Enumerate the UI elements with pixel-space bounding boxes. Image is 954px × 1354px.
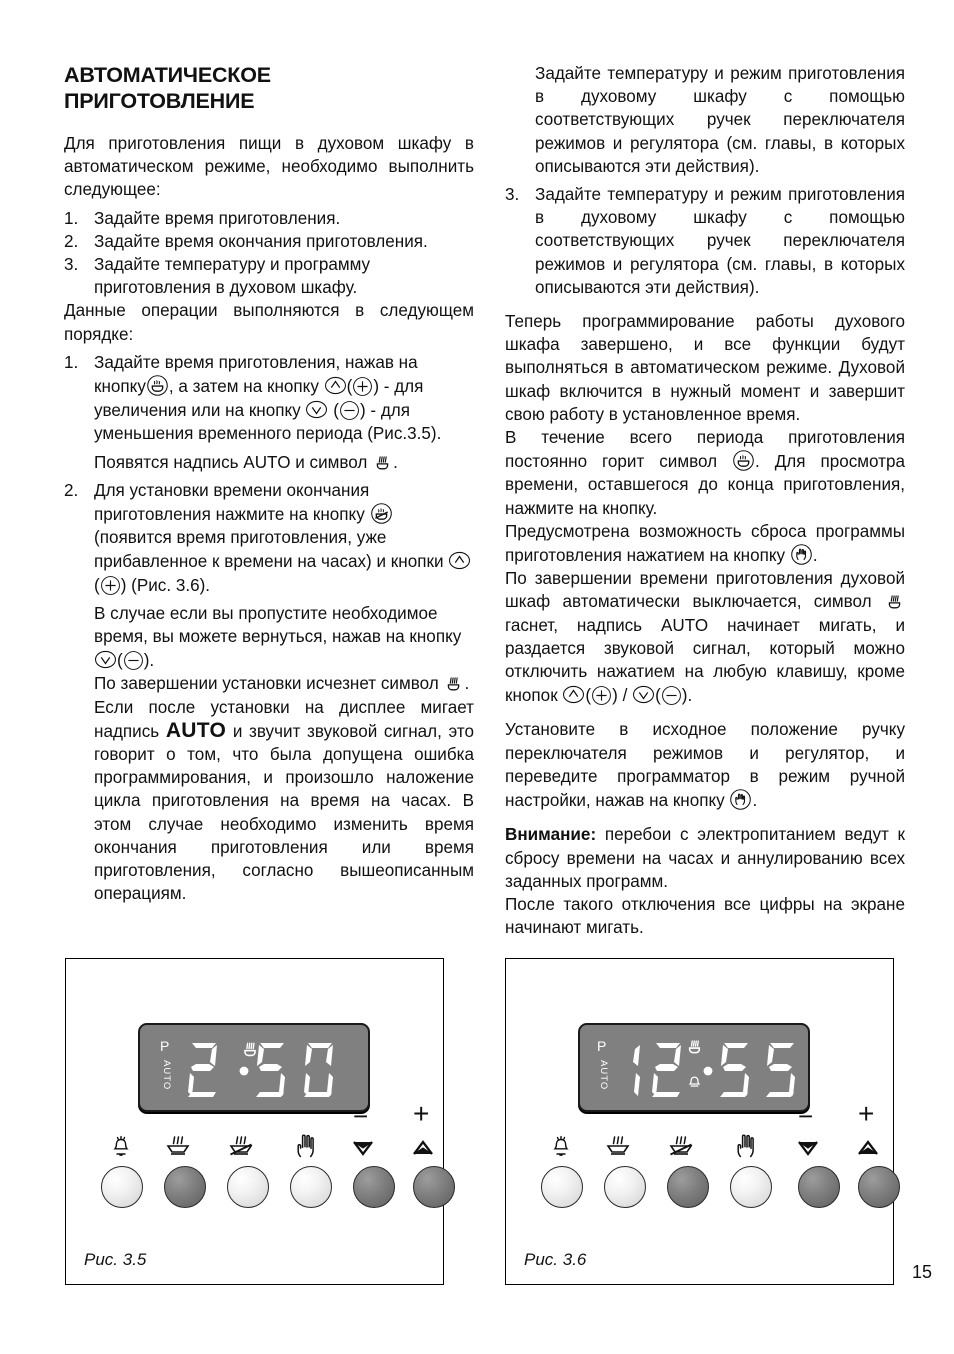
- end-text-f: ).: [681, 686, 693, 706]
- step2-paragraph-4: [64, 696, 474, 906]
- page-title: [64, 62, 474, 114]
- down-arrow-button-icon: [632, 683, 655, 706]
- down-arrow-button-icon: [305, 398, 328, 421]
- up-arrow-button-icon: [448, 549, 471, 572]
- page-title-line1: АВТОМАТИЧЕСКОЕ: [64, 63, 271, 87]
- steam-pot-symbol-icon: [443, 673, 464, 694]
- end-text-c: (: [585, 686, 592, 706]
- auto-indicator: AUTO: [161, 1060, 172, 1091]
- order-intro-paragraph: Данные операции выполняются в следующем порядке:: [64, 301, 474, 344]
- pot-steam-crossed-icon: [227, 1134, 255, 1160]
- list-item: [64, 253, 474, 299]
- hand-icon: [734, 1132, 758, 1160]
- step1-text-f: ) - для уменьшения временного периода (Рис.3.5).: [94, 401, 442, 444]
- plus-sign: +: [413, 1098, 430, 1129]
- list-item-text: Задайте время окончания приготовления.: [94, 231, 428, 251]
- plus-circle-icon: [100, 575, 121, 596]
- restore-paragraph: [505, 718, 905, 812]
- step2-text-c: (: [94, 575, 100, 595]
- down-chevron-icon: [795, 1135, 821, 1161]
- list-number: 2.: [64, 231, 79, 251]
- up-arrow-button-icon: [324, 374, 347, 397]
- plus-circle-icon: [591, 685, 612, 706]
- end-text-b: гаснет, надпись AUTO начинает мигать, и раздается звуковой сигнал, который можно отключить нажатием на любую клавишу, кроме кнопок: [505, 615, 905, 706]
- page-title-line2: ПРИГОТОВЛЕНИЕ: [64, 89, 255, 113]
- up-arrow-button-icon: [562, 683, 585, 706]
- control-panel-3-5: [66, 959, 443, 1284]
- figure-3-5: [65, 958, 444, 1285]
- button-increase[interactable]: [413, 1166, 455, 1208]
- plus-sign: +: [858, 1098, 875, 1129]
- procedure-step-2: [64, 479, 474, 597]
- button-cooking-time[interactable]: [604, 1166, 646, 1208]
- p-indicator: P: [160, 1038, 170, 1054]
- hand-button-icon: [790, 543, 813, 566]
- step2-paragraph-3: [64, 672, 474, 695]
- pot-steam-button-icon: [732, 449, 755, 472]
- end-text-e: (: [655, 686, 661, 706]
- button-cooking-time[interactable]: [164, 1166, 206, 1208]
- left-column: [64, 62, 474, 906]
- button-row-3-5: [66, 959, 443, 1284]
- hand-icon: [294, 1132, 318, 1160]
- step1-note-end: .: [393, 452, 398, 472]
- step3-text: Задайте температуру и режим приготовления в духовому шкафу с помощью соответствующих ручек переключателя режимов и регулятора (см. главы, в которых описываются эти действия).: [535, 185, 905, 297]
- minus-circle-icon: [661, 685, 682, 706]
- step2-p2-a: В случае если вы пропустите необходимое время, вы можете вернуться, нажав на кнопку: [94, 603, 462, 647]
- figure-caption: Рис. 3.6: [524, 1250, 587, 1269]
- intro-paragraph: Для приготовления пищи в духовом шкафу в автоматическом режиме, необходимо выполнить следующее:: [64, 134, 474, 200]
- list-number: 2.: [64, 480, 79, 500]
- step1-text-b: , а затем на кнопку: [168, 377, 319, 397]
- button-alarm[interactable]: [541, 1166, 583, 1208]
- figure-caption: Рис. 3.5: [84, 1250, 147, 1269]
- reset-text-a: Предусмотрена возможность сброса программы приготовления нажатием на кнопку: [505, 521, 905, 566]
- warning-text: перебои с электропитанием ведут к сбросу времени на часах и аннулированию всех заданных программ.: [505, 825, 906, 891]
- reset-text-b: .: [812, 546, 818, 566]
- steam-pot-symbol-icon: [884, 591, 905, 612]
- list-item: [64, 207, 474, 230]
- button-decrease[interactable]: [798, 1166, 840, 1208]
- step1-text-a: Задайте время приготовления, нажав на кнопку: [94, 352, 418, 397]
- continued-paragraph: [505, 62, 905, 178]
- restore-text-b: .: [752, 791, 758, 811]
- step2-p3-b: .: [464, 674, 470, 694]
- button-manual[interactable]: [290, 1166, 332, 1208]
- list-number: 1.: [64, 208, 79, 228]
- bell-icon: [548, 1134, 574, 1160]
- list-item-text: Задайте время приготовления.: [94, 208, 341, 228]
- step2-p2-c: ).: [143, 651, 155, 671]
- end-of-cooking-paragraph: [505, 567, 905, 707]
- auto-label: AUTO: [165, 718, 227, 742]
- minus-circle-icon: [123, 650, 144, 671]
- programming-complete-paragraph: Теперь программирование работы духового шкафа завершено, и все функции будут выполняться в автоматическом режиме. Духовой шкаф включится в нужный момент и завершит свою работу в установленное время.: [505, 312, 905, 424]
- step2-p4-b: и звучит звуковой сигнал, это говорит о том, что была допущена ошибка программирования, и произошло наложение цикла приготовления на время на часах. В этом случае необходимо изменить время окончания приготовления или время приготовления, согласно вышеописанным операциям.: [94, 721, 475, 904]
- step1-note-text: Появятся надпись AUTO и символ: [94, 452, 368, 472]
- step1-text-e: (: [328, 401, 339, 421]
- procedure-step-1: [64, 351, 474, 446]
- pot-steam-crossed-icon: [667, 1134, 695, 1160]
- button-end-time[interactable]: [227, 1166, 269, 1208]
- step2-p2-b: (: [117, 651, 123, 671]
- p-indicator: P: [597, 1038, 607, 1054]
- step2-paragraph-2: [64, 602, 474, 673]
- right-column: [505, 62, 905, 939]
- button-alarm[interactable]: [101, 1166, 143, 1208]
- restore-text-a: Установите в исходное положение ручку переключателя режимов и регулятор, и переведите программатор в режим ручной настройки, нажав на кнопку: [505, 720, 905, 811]
- step2-text-b: (появится время приготовления, уже прибавленное к времени на часах) и кнопки: [94, 528, 444, 572]
- bell-icon: [108, 1134, 134, 1160]
- plus-circle-icon: [352, 376, 373, 397]
- continued-text: Задайте температуру и режим приготовления в духовому шкафу с помощью соответствующих ручек переключателя режимов и регулятора (см. главы, в которых описываются эти действия).: [535, 64, 905, 176]
- list-number: 3.: [505, 185, 520, 205]
- warning-text-2: После такого отключения все цифры на экране начинают мигать.: [505, 894, 905, 938]
- hand-button-icon: [729, 788, 752, 811]
- minus-sign: −: [353, 1101, 369, 1131]
- end-text-d: ) /: [612, 686, 628, 706]
- steam-pot-symbol-icon: [372, 452, 393, 473]
- step2-text-d: ) (Рис. 3.6).: [120, 575, 211, 595]
- step1-text-d: ) - для увеличения или на кнопку: [94, 377, 424, 421]
- step1-text-c: (: [346, 377, 353, 397]
- pot-steam-icon: [164, 1134, 192, 1160]
- procedure-step-3: [505, 183, 905, 299]
- pot-steam-icon: [604, 1134, 632, 1160]
- minus-circle-icon: [339, 400, 360, 421]
- end-text-a: По завершении времени приготовления духовой шкаф автоматически выключается, символ: [505, 569, 905, 612]
- down-arrow-button-icon: [94, 648, 117, 671]
- list-number: 1.: [64, 352, 79, 372]
- step2-p4-a: Если после установки на дисплее мигает надпись: [94, 697, 474, 741]
- minus-sign: −: [798, 1101, 814, 1131]
- warning-paragraph-2: [505, 893, 905, 939]
- button-manual[interactable]: [730, 1166, 772, 1208]
- step2-text-a: Для установки времени окончания приготовления нажмите на кнопку: [94, 480, 370, 525]
- reset-paragraph: [505, 520, 905, 567]
- step1-note: [64, 451, 474, 474]
- during-text-b: . Для просмотра времени, оставшегося до конца приготовления, нажмите на кнопку.: [505, 452, 906, 518]
- list-item-text: Задайте температуру и программу приготовления в духовом шкафу.: [94, 255, 371, 298]
- step2-p3-a: По завершении установки исчезнет символ: [94, 674, 439, 694]
- list-number: 3.: [64, 255, 79, 275]
- button-decrease[interactable]: [353, 1166, 395, 1208]
- up-chevron-icon: [410, 1135, 436, 1161]
- during-text-a: В течение всего периода приготовления постоянно горит символ: [505, 428, 905, 472]
- control-panel-3-6: [506, 959, 893, 1284]
- figure-3-6: [505, 958, 894, 1285]
- warning-label: Внимание:: [505, 825, 597, 845]
- list-item: [64, 230, 474, 253]
- button-end-time[interactable]: [667, 1166, 709, 1208]
- warning-paragraph: [505, 823, 905, 893]
- pot-steam-button-icon: [146, 374, 169, 397]
- auto-indicator: AUTO: [598, 1060, 609, 1091]
- down-chevron-icon: [350, 1135, 376, 1161]
- button-row-3-6: [506, 959, 893, 1284]
- button-increase[interactable]: [858, 1166, 900, 1208]
- up-chevron-icon: [855, 1135, 881, 1161]
- during-cooking-paragraph: [505, 426, 905, 520]
- pot-steam-crossed-button-icon: [370, 502, 393, 525]
- page-number: 15: [911, 1262, 932, 1282]
